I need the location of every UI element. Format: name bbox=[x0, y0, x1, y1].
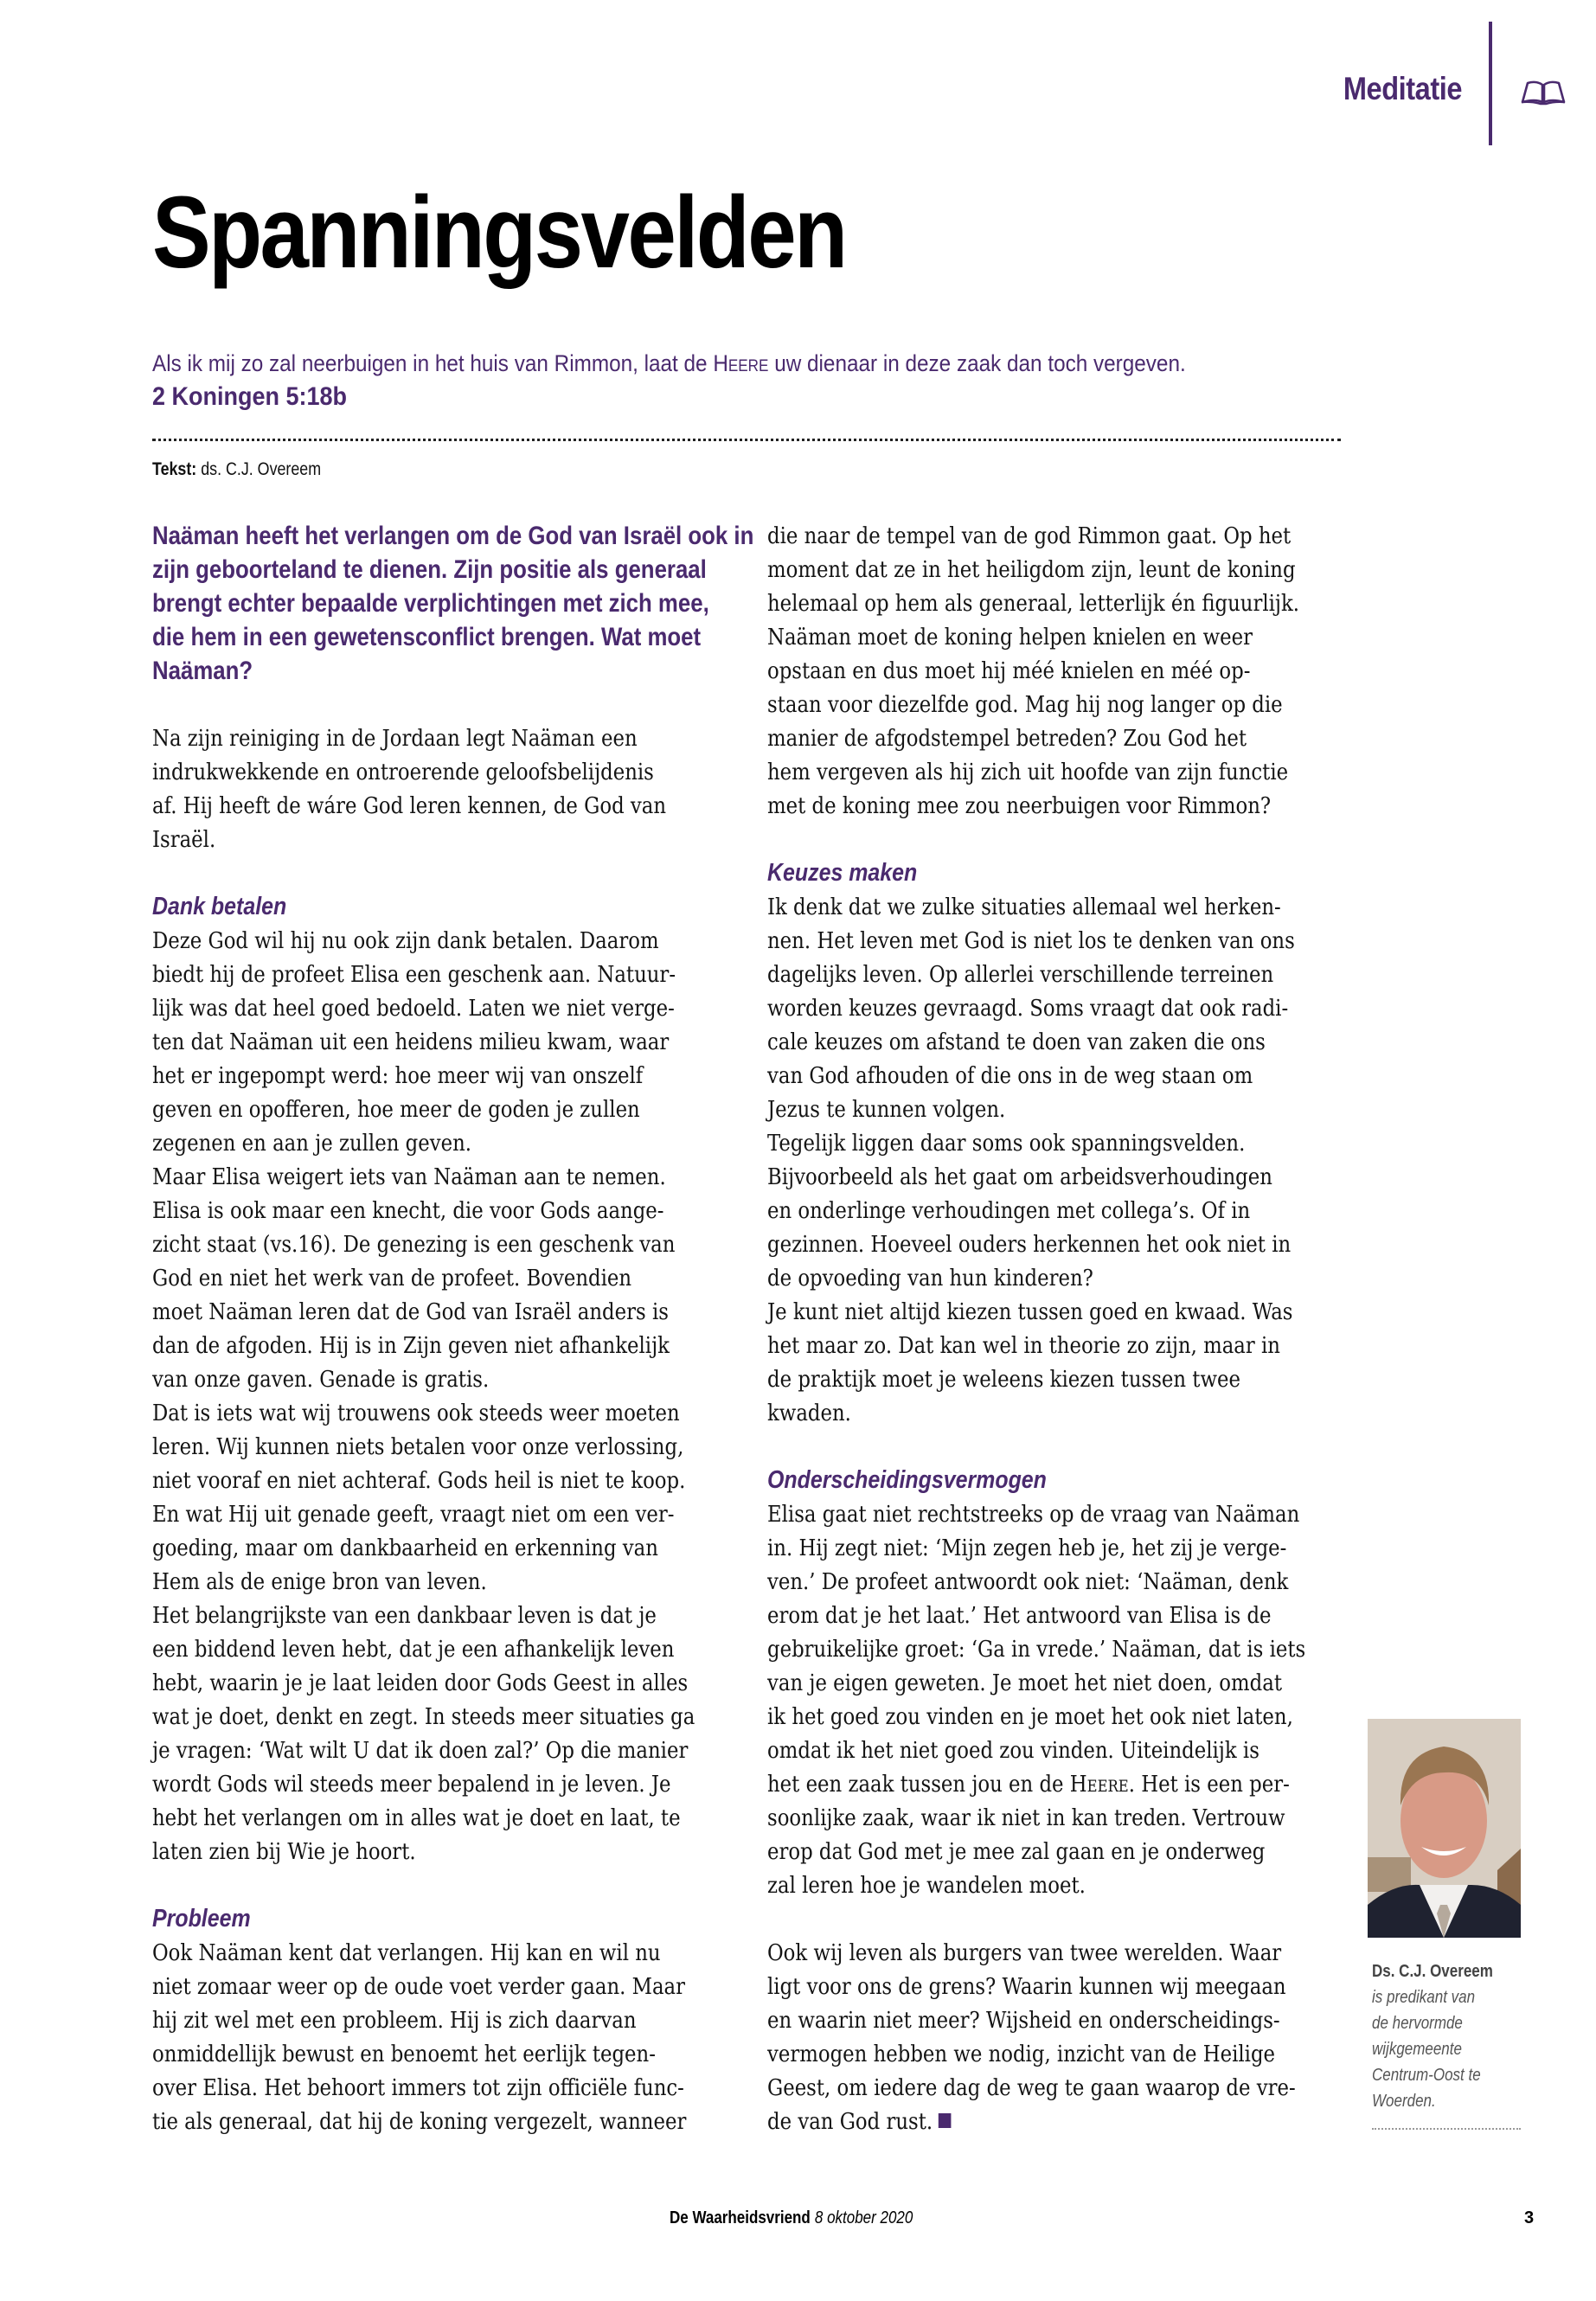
author-caption bbox=[1372, 1958, 1519, 2114]
subheading-probleem: Probleem bbox=[152, 1905, 251, 1932]
text-line: Jezus te kunnen volgen. bbox=[767, 1096, 1006, 1123]
text-line: wordt Gods wil steeds meer bepalend in je leven. Je bbox=[152, 1771, 671, 1798]
text-line: worden keuzes gevraagd. Soms vraagt dat ook radi- bbox=[767, 995, 1289, 1022]
text-line bbox=[767, 1767, 1322, 1801]
column-right bbox=[767, 519, 1321, 2138]
text-line: kwaden. bbox=[767, 1400, 851, 1426]
text-line: Je kunt niet altijd kiezen tussen goed en kwaad. Was bbox=[767, 1298, 1293, 1325]
section-probleem-continued bbox=[767, 519, 1321, 823]
text-line: Geest, om iedere dag de weg te gaan waarop de vre- bbox=[767, 2074, 1296, 2101]
subheading-keuzes-maken: Keuzes maken bbox=[767, 859, 918, 887]
author-description-line: is predikant van bbox=[1372, 1988, 1476, 2007]
text-line: Dat is iets wat wij trouwens ook steeds weer moeten bbox=[152, 1400, 680, 1426]
text-line: ligt voor ons de grens? Waarin kunnen wij meegaan bbox=[767, 1973, 1286, 2000]
end-square-icon bbox=[939, 2113, 952, 2128]
section-dank-betalen bbox=[152, 924, 706, 1868]
text-fragment: de van God rust. bbox=[767, 2108, 933, 2135]
text-line: van God afhouden of die ons in de weg staan om bbox=[767, 1062, 1253, 1089]
text-line: je vragen: ‘Wat wilt U dat ik doen zal?’ Op die manier bbox=[152, 1737, 689, 1764]
section-probleem bbox=[152, 1936, 706, 2138]
text-line: biedt hij de profeet Elisa een geschenk aan. Natuur- bbox=[152, 961, 676, 988]
text-line: Bijvoorbeeld als het gaat om arbeidsverhoudingen bbox=[767, 1163, 1272, 1190]
text-line: met de koning mee zou neerbuigen voor Rimmon? bbox=[767, 792, 1272, 819]
text-line: cale keuzes om afstand te doen van zaken die ons bbox=[767, 1029, 1266, 1055]
column-left bbox=[152, 519, 754, 2138]
text-line: Elisa is ook maar een knecht, die voor Gods aange- bbox=[152, 1197, 664, 1224]
text-line: niet zomaar weer op de oude voet verder gaan. Maar bbox=[152, 1973, 686, 2000]
text-line: Deze God wil hij nu ook zijn dank betalen. Daarom bbox=[152, 927, 659, 954]
text-line: erop dat God met je mee zal gaan en je onderweg bbox=[767, 1838, 1266, 1865]
footer bbox=[670, 2208, 913, 2228]
text-line: erom dat je het laat.’ Het antwoord van Elisa is de bbox=[767, 1602, 1272, 1629]
text-line: Ook wij leven als burgers van twee werelden. Waar bbox=[767, 1939, 1282, 1966]
text-line: zicht staat (vs.16). De genezing is een geschenk van bbox=[152, 1231, 676, 1258]
text-fragment: . Het is een per- bbox=[1128, 1771, 1290, 1798]
text-line: die naar de tempel van de god Rimmon gaat. Op het bbox=[767, 522, 1292, 549]
author-name: Ds. C.J. Overeem bbox=[1372, 1962, 1493, 1981]
text-line: ik het goed zou vinden en je moet het ook niet laten, bbox=[767, 1703, 1293, 1730]
verse-reference: 2 Koningen 5:18b bbox=[152, 382, 348, 411]
text-line: hebt het verlangen om in alles wat je doet en laat, te bbox=[152, 1804, 681, 1831]
text-line: in. Hij zegt niet: ‘Mijn zegen heb je, het zij je verge- bbox=[767, 1535, 1287, 1561]
section-onderscheidingsvermogen bbox=[767, 1497, 1321, 1902]
text-line: gebruikelijke groet: ‘Ga in vrede.’ Naäman, dat is iets bbox=[767, 1636, 1306, 1663]
closing-paragraph bbox=[767, 1936, 1321, 2138]
text-line: de opvoeding van hun kinderen? bbox=[767, 1265, 1093, 1292]
text-line: soonlijke zaak, waar ik niet in kan treden. Vertrouw bbox=[767, 1804, 1285, 1831]
byline-label: Tekst: bbox=[152, 459, 197, 479]
text-line: zegenen en aan je zullen geven. bbox=[152, 1130, 471, 1157]
text-line: staan voor diezelfde god. Mag hij nog langer op die bbox=[767, 691, 1283, 718]
text-line: manier de afgodstempel betreden? Zou God het bbox=[767, 725, 1247, 752]
bible-verse bbox=[152, 349, 1242, 379]
text-line: onmiddellijk bewust en benoemt het eerlijk tegen- bbox=[152, 2041, 656, 2067]
header-divider bbox=[1489, 22, 1492, 145]
text-line: Ik denk dat we zulke situaties allemaal wel herken- bbox=[767, 894, 1281, 920]
text-line: gezinnen. Hoeveel ouders herkennen het ook niet in bbox=[767, 1231, 1292, 1258]
text-line: af. Hij heeft de wáre God leren kennen, de God van bbox=[152, 792, 667, 819]
text-line: en onderlinge verhoudingen met collega’s. Of in bbox=[767, 1197, 1251, 1224]
text-line: dan de afgoden. Hij is in Zijn geven niet afhankelijk bbox=[152, 1332, 670, 1359]
subheading-dank-betalen: Dank betalen bbox=[152, 893, 287, 920]
lead-line: brengt echter bepaalde verplichtingen met zich mee, bbox=[152, 589, 709, 618]
text-line: Maar Elisa weigert iets van Naäman aan te nemen. bbox=[152, 1163, 666, 1190]
text-line: helemaal op hem als generaal, letterlijk én figuurlijk. bbox=[767, 590, 1300, 617]
text-line: en waarin niet meer? Wijsheid en onderscheidings- bbox=[767, 2007, 1280, 2034]
page-title: Spanningsvelden bbox=[152, 176, 846, 290]
text-line: God en niet het werk van de profeet. Bovendien bbox=[152, 1265, 632, 1292]
text-line: hem vergeven als hij zich uit hoofde van zijn functie bbox=[767, 759, 1289, 785]
text-line: Ook Naäman kent dat verlangen. Hij kan en wil nu bbox=[152, 1939, 661, 1966]
text-line: Naäman moet de koning helpen knielen en weer bbox=[767, 624, 1253, 651]
author-description-line: wijkgemeente bbox=[1372, 2040, 1462, 2059]
text-line: hij zit wel met een probleem. Hij is zich daarvan bbox=[152, 2007, 637, 2034]
text-line: van onze gaven. Genade is gratis. bbox=[152, 1366, 490, 1393]
text-line: ven.’ De profeet antwoordt ook niet: ‘Naäman, denk bbox=[767, 1568, 1289, 1595]
text-line: wat je doet, denkt en zegt. In steeds meer situaties ga bbox=[152, 1703, 695, 1730]
text-line: over Elisa. Het behoort immers tot zijn officiële func- bbox=[152, 2074, 684, 2101]
text-line: moet Naäman leren dat de God van Israël anders is bbox=[152, 1298, 669, 1325]
author-description-line: Woerden. bbox=[1372, 2092, 1436, 2111]
author-description-line: de hervormde bbox=[1372, 2014, 1463, 2033]
lead-line: Naäman heeft het verlangen om de God van Israël ook in bbox=[152, 522, 754, 550]
text-line: laten zien bij Wie je hoort. bbox=[152, 1838, 416, 1865]
intro-paragraph bbox=[152, 721, 706, 856]
section-keuzes-maken bbox=[767, 890, 1321, 1430]
text-line: van je eigen geweten. Je moet het niet doen, omdat bbox=[767, 1670, 1282, 1696]
text-line-last bbox=[767, 2105, 1322, 2138]
text-line: omdat ik het niet goed zou vinden. Uiteindelijk is bbox=[767, 1737, 1259, 1764]
text-line: niet vooraf en niet achteraf. Gods heil is niet te koop. bbox=[152, 1467, 686, 1494]
text-line: nen. Het leven met God is niet los te denken van ons bbox=[767, 927, 1295, 954]
subheading-onderscheidingsvermogen: Onderscheidingsvermogen bbox=[767, 1466, 1047, 1494]
lead-line: die hem in een gewetensconflict brengen. Wat moet bbox=[152, 623, 702, 651]
text-line: zal leren hoe je wandelen moet. bbox=[767, 1872, 1086, 1899]
lead-line: Naäman? bbox=[152, 657, 253, 685]
verse-text-after: uw dienaar in deze zaak dan toch vergeven. bbox=[768, 350, 1186, 376]
section-label: Meditatie bbox=[1343, 71, 1462, 106]
text-line: tie als generaal, dat hij de koning vergezelt, wanneer bbox=[152, 2108, 687, 2135]
text-line: Israël. bbox=[152, 826, 216, 853]
text-line: Tegelijk liggen daar soms ook spanningsvelden. bbox=[767, 1130, 1246, 1157]
byline bbox=[152, 459, 321, 480]
text-line: indrukwekkende en ontroerende geloofsbelijdenis bbox=[152, 759, 654, 785]
divine-name: Heere bbox=[1069, 1771, 1129, 1798]
author-description-line: Centrum-Oost te bbox=[1372, 2066, 1481, 2085]
text-line: Het belangrijkste van een dankbaar leven is dat je bbox=[152, 1602, 657, 1629]
text-line: En wat Hij uit genade geeft, vraagt niet om een ver- bbox=[152, 1501, 675, 1528]
lead-line: zijn geboorteland te dienen. Zijn positie als generaal bbox=[152, 555, 707, 584]
verse-divine-name: Heere bbox=[713, 350, 769, 376]
caption-divider bbox=[1372, 2128, 1521, 2130]
text-line: ten dat Naäman uit een heidens milieu kwam, waar bbox=[152, 1029, 670, 1055]
text-line: het er ingepompt werd: hoe meer wij van onszelf bbox=[152, 1062, 644, 1089]
open-book-icon bbox=[1519, 78, 1567, 107]
text-line: het maar zo. Dat kan wel in theorie zo zijn, maar in bbox=[767, 1332, 1280, 1359]
text-line: goeding, maar om dankbaarheid en erkenning van bbox=[152, 1535, 658, 1561]
text-line: de praktijk moet je weleens kiezen tussen twee bbox=[767, 1366, 1240, 1393]
dotted-divider bbox=[152, 439, 1341, 441]
author-portrait bbox=[1368, 1719, 1521, 1938]
text-line: hebt, waarin je je laat leiden door Gods Geest in alles bbox=[152, 1670, 689, 1696]
text-line: vermogen hebben we nodig, inzicht van de Heilige bbox=[767, 2041, 1276, 2067]
verse-text-before: Als ik mij zo zal neerbuigen in het huis van Rimmon, laat de bbox=[152, 350, 714, 376]
text-line: een biddend leven hebt, dat je een afhankelijk leven bbox=[152, 1636, 675, 1663]
byline-author: ds. C.J. Overeem bbox=[201, 459, 322, 479]
publication-name: De Waarheidsvriend bbox=[670, 2208, 811, 2227]
page-number: 3 bbox=[1524, 2208, 1535, 2227]
text-line: leren. Wij kunnen niets betalen voor onze verlossing, bbox=[152, 1433, 684, 1460]
text-line: lijk was dat heel goed bedoeld. Laten we niet verge- bbox=[152, 995, 675, 1022]
text-line: opstaan en dus moet hij méé knielen en méé op- bbox=[767, 657, 1251, 684]
publication-date: 8 oktober 2020 bbox=[814, 2208, 913, 2227]
text-line: Elisa gaat niet rechtstreeks op de vraag van Naäman bbox=[767, 1501, 1300, 1528]
lead-paragraph bbox=[152, 519, 754, 688]
text-line: geven en opofferen, hoe meer de goden je zullen bbox=[152, 1096, 640, 1123]
text-line: Na zijn reiniging in de Jordaan legt Naäman een bbox=[152, 725, 638, 752]
text-line: dagelijks leven. Op allerlei verschillende terreinen bbox=[767, 961, 1274, 988]
text-fragment: het een zaak tussen jou en de bbox=[767, 1771, 1070, 1798]
text-line: moment dat ze in het heiligdom zijn, leunt de koning bbox=[767, 556, 1296, 583]
text-line: Hem als de enige bron van leven. bbox=[152, 1568, 487, 1595]
